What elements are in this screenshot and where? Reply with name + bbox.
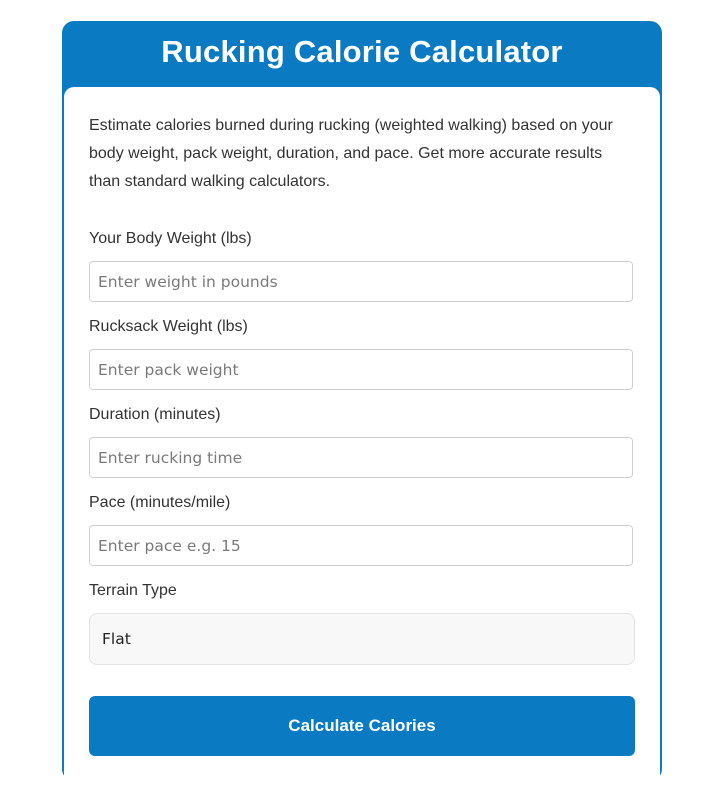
intro-text: Estimate calories burned during rucking (weighted walking) based on your body weight, pack weight, duration, and pace. Get more accurate results than standard walking calculators. (89, 117, 613, 190)
body-weight-input[interactable] (89, 261, 633, 302)
pace-label: Pace (minutes/mile) (89, 494, 231, 511)
body-weight-label: Your Body Weight (lbs) (89, 230, 252, 247)
duration-label: Duration (minutes) (89, 406, 221, 423)
calculator-form (64, 87, 660, 787)
terrain-select[interactable] (89, 613, 635, 665)
calculate-button[interactable]: Calculate Calories (89, 696, 635, 756)
page-title: Rucking Calorie Calculator (161, 34, 563, 69)
pack-weight-input[interactable] (89, 349, 633, 390)
terrain-label: Terrain Type (89, 582, 177, 599)
calculator-card (62, 21, 662, 781)
terrain-selected-value: Flat (102, 630, 131, 648)
pace-input[interactable] (89, 525, 633, 566)
pack-weight-label: Rucksack Weight (lbs) (89, 318, 248, 335)
duration-input[interactable] (89, 437, 633, 478)
